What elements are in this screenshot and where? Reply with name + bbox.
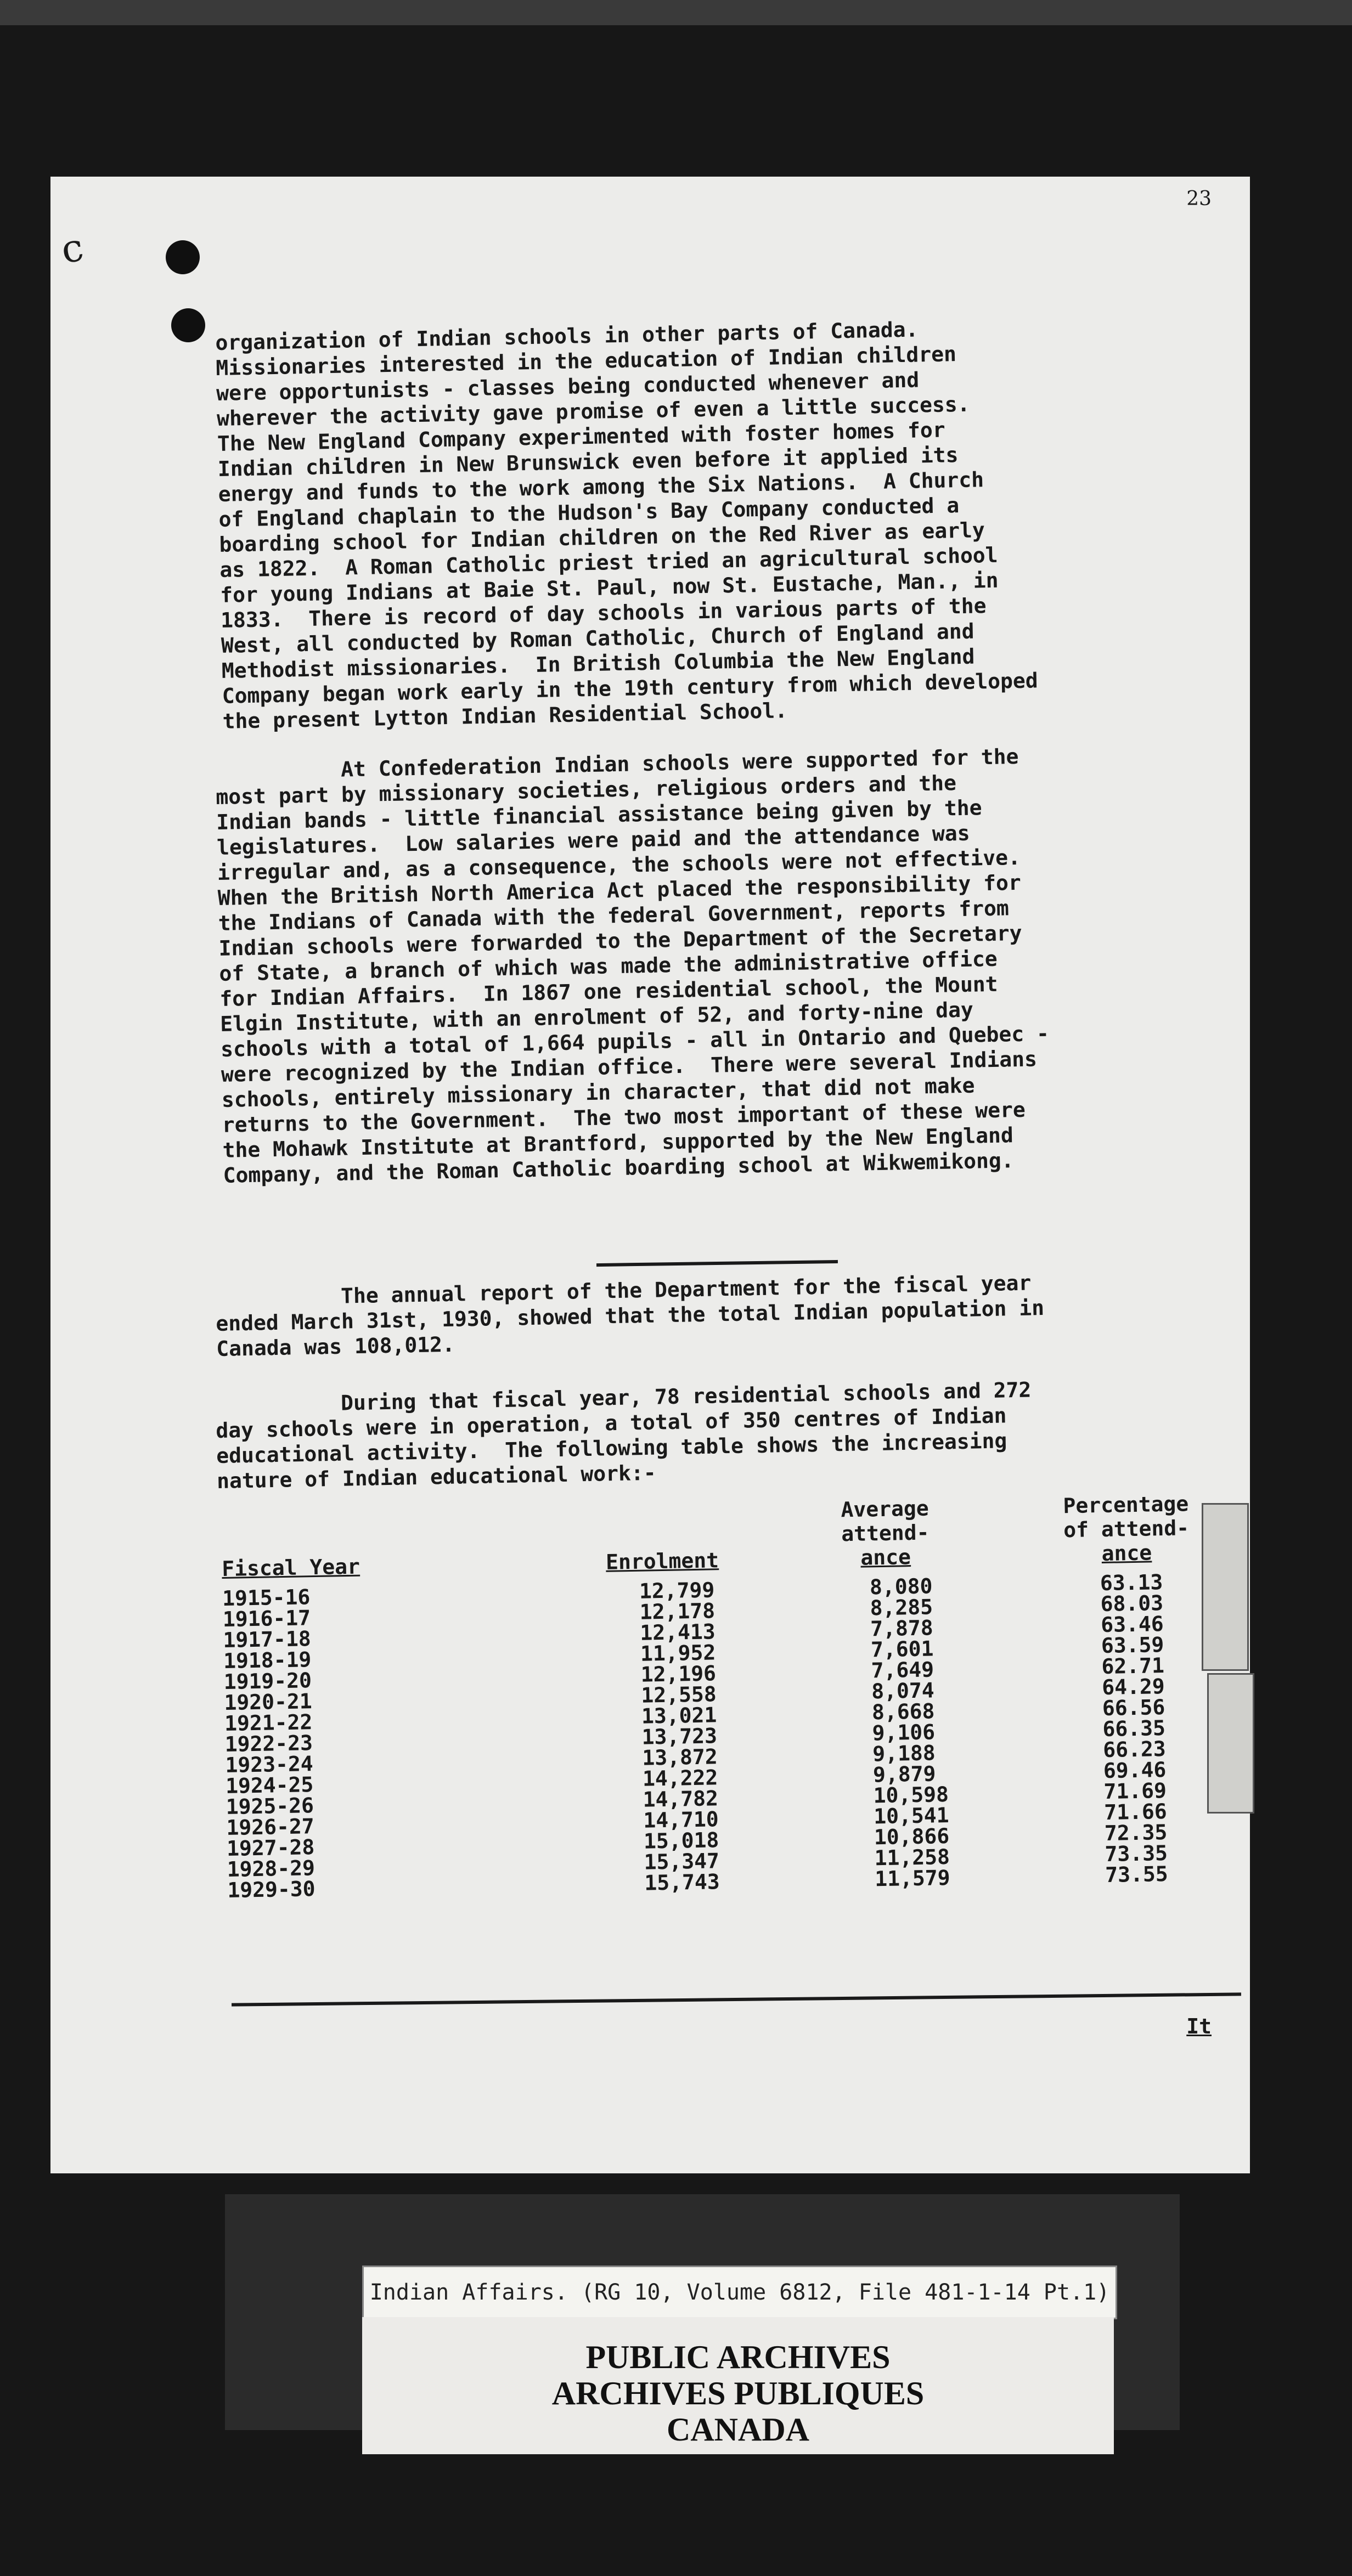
cell-average-attendance: 8,080: [869, 1574, 933, 1600]
cell-average-attendance: 10,541: [873, 1803, 949, 1829]
tape-strip: [1207, 1673, 1254, 1814]
cell-average-attendance: 10,598: [873, 1782, 949, 1808]
margin-mark: c: [58, 224, 87, 273]
header-percentage-line2: of attend-: [1063, 1516, 1190, 1543]
cell-average-attendance: 11,258: [874, 1844, 950, 1871]
cell-fiscal-year: 1926-27: [226, 1814, 314, 1840]
cell-fiscal-year: 1919-20: [223, 1668, 312, 1694]
cell-enrolment: 12,558: [640, 1682, 717, 1708]
catchword: It: [1186, 2014, 1212, 2038]
cell-fiscal-year: 1924-25: [225, 1772, 314, 1798]
cell-percentage: 69.46: [1103, 1758, 1167, 1783]
archive-reference-label: Indian Affairs. (RG 10, Volume 6812, File 481-1-14 Pt.1): [362, 2266, 1117, 2319]
cell-percentage: 62.71: [1101, 1653, 1165, 1679]
archives-stamp: [362, 2317, 1114, 2454]
cell-fiscal-year: 1917-18: [223, 1626, 312, 1652]
cell-percentage: 68.03: [1100, 1591, 1164, 1617]
tape-strip: [1202, 1503, 1249, 1671]
header-percentage: [1063, 1492, 1190, 1566]
cell-average-attendance: 9,879: [872, 1761, 936, 1787]
paragraph-fiscal-year: During that fiscal year, 78 residential schools and 272 day schools were in operation, a total of 350 centres of Indian educational activity. The following table shows the increasing nature of Indian educational work:-: [215, 1377, 1032, 1493]
header-percentage-line1: Percentage: [1063, 1492, 1189, 1518]
cell-percentage: 63.46: [1100, 1612, 1164, 1637]
cell-percentage: 72.35: [1104, 1820, 1168, 1845]
header-attendance-line2: attend-: [841, 1520, 930, 1546]
cell-percentage: 66.56: [1102, 1695, 1165, 1721]
cell-enrolment: 12,799: [639, 1578, 715, 1603]
cell-enrolment: 14,222: [642, 1765, 718, 1791]
cell-enrolment: 12,178: [639, 1598, 716, 1624]
scanner-edge-strip: [0, 0, 1352, 25]
punch-hole: [166, 240, 200, 274]
table-body: [222, 1569, 1248, 1902]
cell-fiscal-year: 1927-28: [226, 1835, 315, 1861]
cell-average-attendance: 7,878: [870, 1615, 934, 1641]
stamp-line-1: PUBLIC ARCHIVES: [585, 2339, 891, 2375]
cell-enrolment: 14,710: [643, 1807, 719, 1833]
header-attendance-line3: ance: [860, 1545, 911, 1570]
cell-average-attendance: 8,668: [871, 1699, 935, 1725]
cell-average-attendance: 7,601: [870, 1636, 934, 1662]
cell-percentage: 63.13: [1100, 1570, 1163, 1596]
header-attendance-line1: Average: [841, 1496, 930, 1522]
cell-fiscal-year: 1925-26: [226, 1793, 314, 1819]
cell-enrolment: 12,413: [640, 1619, 716, 1645]
table-bottom-rule: [232, 1992, 1241, 2006]
cell-fiscal-year: 1915-16: [222, 1585, 311, 1611]
cell-fiscal-year: 1916-17: [222, 1606, 311, 1631]
page-number: 23: [1186, 188, 1212, 210]
cell-average-attendance: 7,649: [871, 1657, 934, 1683]
cell-enrolment: 11,952: [640, 1640, 716, 1666]
table-header: [221, 1481, 1243, 1586]
header-fiscal-year: Fiscal Year: [221, 1554, 360, 1581]
cell-percentage: 66.35: [1102, 1716, 1166, 1742]
cell-average-attendance: 8,285: [870, 1595, 933, 1620]
cell-enrolment: 12,196: [640, 1661, 717, 1687]
cell-enrolment: 15,743: [644, 1869, 720, 1895]
paragraph-confederation: At Confederation Indian schools were supported for the most part by missionary societies, religious orders and the Indian bands - little financial assistance being given by the legislatures. Low salaries were paid and the attendance was irregular and, as a consequence, the schools were not effective. When the British North America Act placed the responsibility for the Indians of Canada with the federal Government, reports from Indian schools were forwarded to the Department of the Secretary of State, a branch of which was made the administrative office for Indian Affairs. In 1867 one residential school, the Mount Elgin Institute, with an enrolment of 52, and forty-nine day schools with a total of 1,664 pupils - all in Ontario and Quebec - were recognized by the Indian office. There were several Indians schools, entirely missionary in character, that did not make returns to the Government. The two most important of these were the Mohawk Institute at Brantford, supported by the New England Company, and the Roman Catholic boarding school at Wikwemikong.: [215, 744, 1050, 1188]
cell-average-attendance: 8,074: [871, 1678, 935, 1704]
stamp-line-2: ARCHIVES PUBLIQUES: [551, 2375, 925, 2411]
cell-average-attendance: 10,866: [874, 1823, 950, 1850]
header-enrolment: Enrolment: [605, 1548, 719, 1574]
cell-fiscal-year: 1918-19: [223, 1647, 312, 1673]
cell-enrolment: 13,723: [641, 1724, 718, 1749]
cell-percentage: 71.69: [1103, 1778, 1167, 1804]
cell-average-attendance: 9,188: [872, 1741, 936, 1766]
cell-enrolment: 14,782: [643, 1786, 719, 1812]
punch-hole: [171, 308, 205, 342]
cell-average-attendance: 9,106: [872, 1720, 936, 1745]
cell-average-attendance: 11,579: [874, 1865, 950, 1891]
section-divider: [596, 1260, 838, 1267]
cell-fiscal-year: 1920-21: [224, 1689, 313, 1715]
cell-percentage: 71.66: [1103, 1799, 1167, 1824]
cell-fiscal-year: 1922-23: [224, 1731, 313, 1756]
cell-percentage: 73.55: [1105, 1861, 1168, 1887]
stamp-line-3: CANADA: [667, 2411, 809, 2448]
enrolment-table: [221, 1481, 1248, 1902]
cell-enrolment: 13,021: [641, 1703, 717, 1728]
header-percentage-line3: ance: [1101, 1540, 1152, 1566]
cell-enrolment: 15,347: [644, 1849, 720, 1874]
cell-fiscal-year: 1921-22: [224, 1710, 313, 1736]
cell-fiscal-year: 1928-29: [227, 1856, 316, 1882]
cell-enrolment: 13,872: [641, 1744, 718, 1770]
header-average-attendance: [841, 1496, 930, 1570]
cell-percentage: 63.59: [1101, 1632, 1164, 1658]
paragraph-early-schools: organization of Indian schools in other parts of Canada. Missionaries interested in the education of Indian children were opportunists - classes being conducted whenever and wherever the activity gave promise of even a little success. The New England Company experimented with foster homes for Indian children in New Brunswick even before it applied its energy and funds to the work among the Six Nations. A Church of England chaplain to the Hudson's Bay Company conducted a boarding school for Indian children on the Red River as early as 1822. A Roman Catholic priest tried an agricultural school for young Indians at Baie St. Paul, now St. Eustache, Man., in 1833. There is record of day schools in various parts of the West, all conducted by Roman Catholic, Church of England and Methodist missionaries. In British Columbia the New England Company began work early in the 19th century from which developed the present Lytton Indian Residential School.: [215, 317, 1039, 733]
cell-enrolment: 15,018: [643, 1828, 719, 1854]
cell-fiscal-year: 1923-24: [225, 1752, 313, 1777]
cell-percentage: 64.29: [1101, 1674, 1165, 1700]
document-page: [50, 177, 1250, 2173]
cell-percentage: 66.23: [1102, 1737, 1166, 1762]
cell-fiscal-year: 1929-30: [227, 1877, 316, 1902]
cell-percentage: 73.35: [1105, 1840, 1168, 1866]
paragraph-annual-report: The annual report of the Department for the fiscal year ended March 31st, 1930, showed that the total Indian population in Canada was 108,012.: [215, 1270, 1045, 1361]
